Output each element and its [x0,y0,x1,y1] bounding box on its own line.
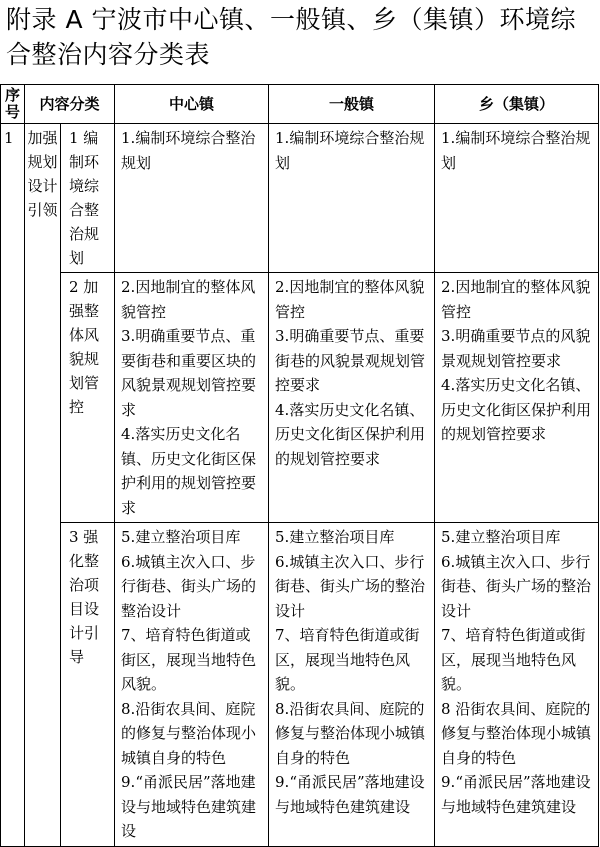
cell-line: 3.明确重要节点、重要街巷和重要区块的风貌景观规划管控要求 [121,327,257,419]
cell-line: 6.城镇主次入口、步行街巷、街头广场的整治设计 [121,552,257,620]
cell-line: 9.“甬派民居”落地建设与地域特色建筑建设 [441,773,591,816]
cell-line: 8.沿街农具间、庭院的修复与整治体现小城镇自身的特色 [121,699,257,767]
general-town-cell [269,523,435,847]
cell-line: 8.沿街农具间、庭院的修复与整治体现小城镇自身的特色 [275,699,426,767]
cell-line: 5.建立整治项目库 [275,528,395,546]
cell-line: 2.因地制宜的整体风貌管控 [121,278,256,321]
cell-line: 1.编制环境综合整治规划 [121,129,256,172]
cell-line: 1.编制环境综合整治规划 [441,129,591,172]
sub-category-label: 2 加强整体风貌规划管控 [61,273,115,523]
cell-line: 4.落实历史文化名镇、历史文化街区保护利用的规划管控要求 [275,400,426,468]
central-town-cell [115,124,269,273]
header-category: 内容分类 [25,85,115,124]
table-row [1,124,599,273]
row-seq: 1 [1,124,25,847]
cell-line: 3.明确重要节点的风貌景观规划管控要求 [441,327,591,370]
cell-line: 4.落实历史文化名镇、历史文化街区保护利用的规划管控要求 [441,376,592,443]
cell-line: 3.明确重要节点、重要街巷的风貌景观规划管控要求 [275,327,426,394]
township-cell [435,273,599,523]
table-header-row [1,85,599,124]
cell-line: 7、培育特色街道或街区，展现当地特色风貌。 [441,626,586,693]
cell-line: 9.“甬派民居”落地建设与地域特色建筑建设 [275,773,425,816]
sub-category-label: 3 强化整治项目设计引导 [61,523,115,847]
township-cell [435,124,599,273]
sub-category-label: 1 编制环境综合整治规划 [61,124,115,273]
general-town-cell [269,124,435,273]
header-township: 乡（集镇） [435,85,599,124]
cell-line: 1.编制环境综合整治规划 [275,129,425,172]
cell-line: 7、培育特色街道或街区，展现当地特色风貌。 [121,626,257,693]
cell-line: 5.建立整治项目库 [441,528,561,546]
general-town-cell [269,273,435,523]
cell-line: 6.城镇主次入口、步行街巷、街头广场的整治设计 [441,552,592,620]
table-row [1,273,599,523]
classification-table [0,84,599,847]
township-cell [435,523,599,847]
header-seq: 序号 [1,85,25,124]
central-town-cell [115,273,269,523]
cell-line: 2.因地制宜的整体风貌管控 [441,278,591,321]
central-town-cell [115,523,269,847]
cell-line: 8 沿街农具间、庭院的修复与整治体现小城镇自身的特色 [441,699,592,767]
table-row [1,523,599,847]
cell-line: 4.落实历史文化名镇、历史文化街区保护利用的规划管控要求 [121,425,257,517]
cell-line: 2.因地制宜的整体风貌管控 [275,278,425,321]
cell-line: 9.“甬派民居”落地建设与地域特色建筑建设 [121,773,257,840]
header-general-town: 一般镇 [269,85,435,124]
cell-line: 5.建立整治项目库 [121,528,241,546]
row-category: 加强规划设计引领 [25,124,61,847]
cell-line: 7、培育特色街道或街区，展现当地特色风貌。 [275,626,420,693]
header-central-town: 中心镇 [115,85,269,124]
document-title: 附录 A 宁波市中心镇、一般镇、乡（集镇）环境综合整治内容分类表 [6,5,576,69]
cell-line: 6.城镇主次入口、步行街巷、街头广场的整治设计 [275,552,426,620]
